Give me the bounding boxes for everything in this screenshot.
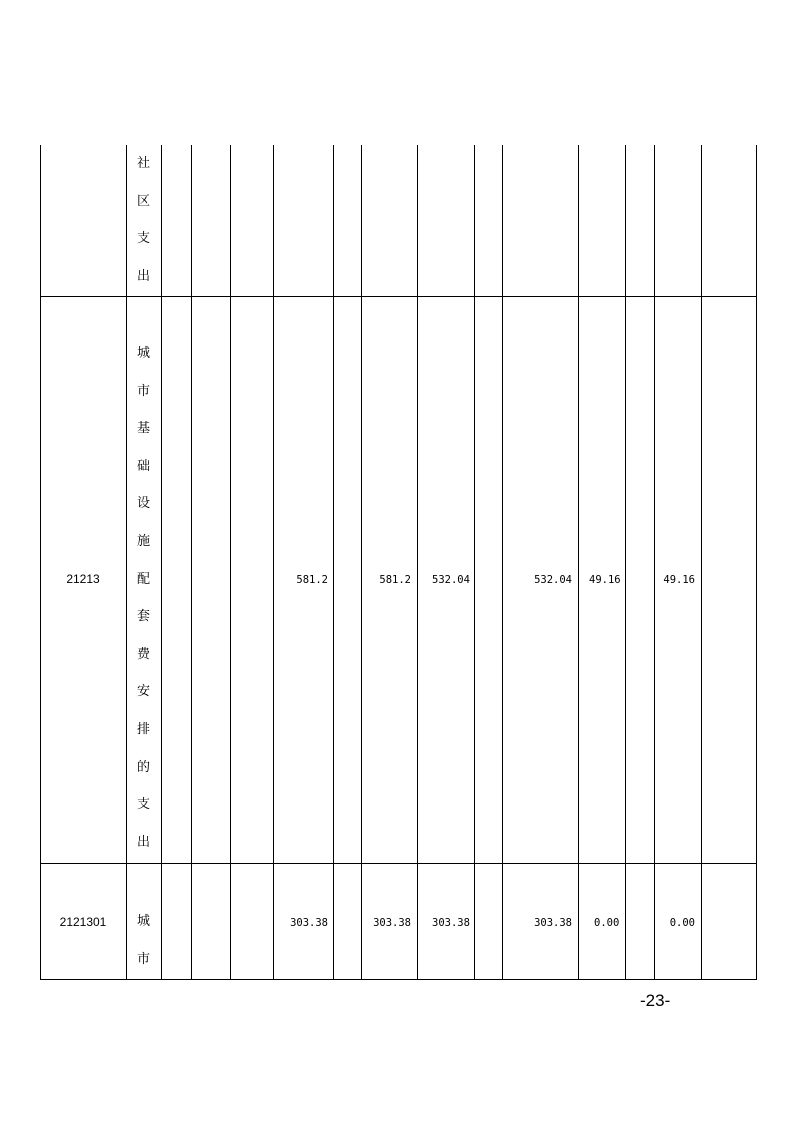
table-border-right <box>756 145 757 980</box>
table-cell-value: 49.16 <box>663 574 695 586</box>
row-divider <box>40 863 757 864</box>
column-divider <box>191 145 192 980</box>
name-char: 出 <box>136 268 150 284</box>
table-border-bottom <box>40 979 757 980</box>
name-char: 费 <box>136 646 150 662</box>
column-divider <box>701 145 702 980</box>
table-row-name-cell <box>126 903 161 978</box>
name-char: 基 <box>136 421 150 437</box>
name-char: 排 <box>136 721 150 737</box>
name-char: 社 <box>136 156 150 171</box>
name-char: 配 <box>136 571 150 587</box>
name-char: 市 <box>136 383 150 399</box>
table-row-name-cell <box>126 335 161 861</box>
column-divider <box>474 145 475 980</box>
table-cell-value: 0.00 <box>594 917 620 929</box>
column-divider <box>654 145 655 980</box>
table-row-code: 21213 <box>66 572 100 586</box>
table-cell-value: 303.38 <box>432 917 470 929</box>
column-divider <box>625 145 626 980</box>
name-char: 设 <box>136 496 150 512</box>
name-char: 础 <box>136 458 150 474</box>
name-char: 的 <box>136 759 150 775</box>
table-cell-value: 303.38 <box>534 917 572 929</box>
column-divider <box>230 145 231 980</box>
table-border-left <box>40 145 41 980</box>
name-char: 区 <box>136 193 150 209</box>
name-char: 城 <box>136 346 150 361</box>
name-char: 安 <box>136 684 150 700</box>
name-char: 支 <box>136 231 150 247</box>
table-row-name-cell <box>126 145 161 295</box>
table-cell-value: 49.16 <box>589 574 621 586</box>
column-divider <box>273 145 274 980</box>
column-divider <box>333 145 334 980</box>
table-cell-value: 0.00 <box>669 917 695 929</box>
name-char: 套 <box>136 609 150 625</box>
column-divider <box>161 145 162 980</box>
row-divider <box>40 296 757 297</box>
column-divider <box>361 145 362 980</box>
table-row-code: 2121301 <box>59 915 107 929</box>
name-char: 施 <box>136 533 150 549</box>
name-char: 市 <box>136 951 150 967</box>
table-cell-value: 581.2 <box>296 574 328 586</box>
page-number: -23- <box>640 991 671 1010</box>
name-char: 出 <box>136 834 150 850</box>
column-divider <box>502 145 503 980</box>
column-divider <box>417 145 418 980</box>
table-cell-value: 532.04 <box>432 574 470 586</box>
name-char: 支 <box>136 797 150 813</box>
name-char: 城 <box>136 914 150 929</box>
table-cell-value: 581.2 <box>379 574 411 586</box>
table-cell-value: 303.38 <box>290 917 328 929</box>
table-cell-value: 532.04 <box>534 574 572 586</box>
column-divider <box>578 145 579 980</box>
table-cell-value: 303.38 <box>373 917 411 929</box>
